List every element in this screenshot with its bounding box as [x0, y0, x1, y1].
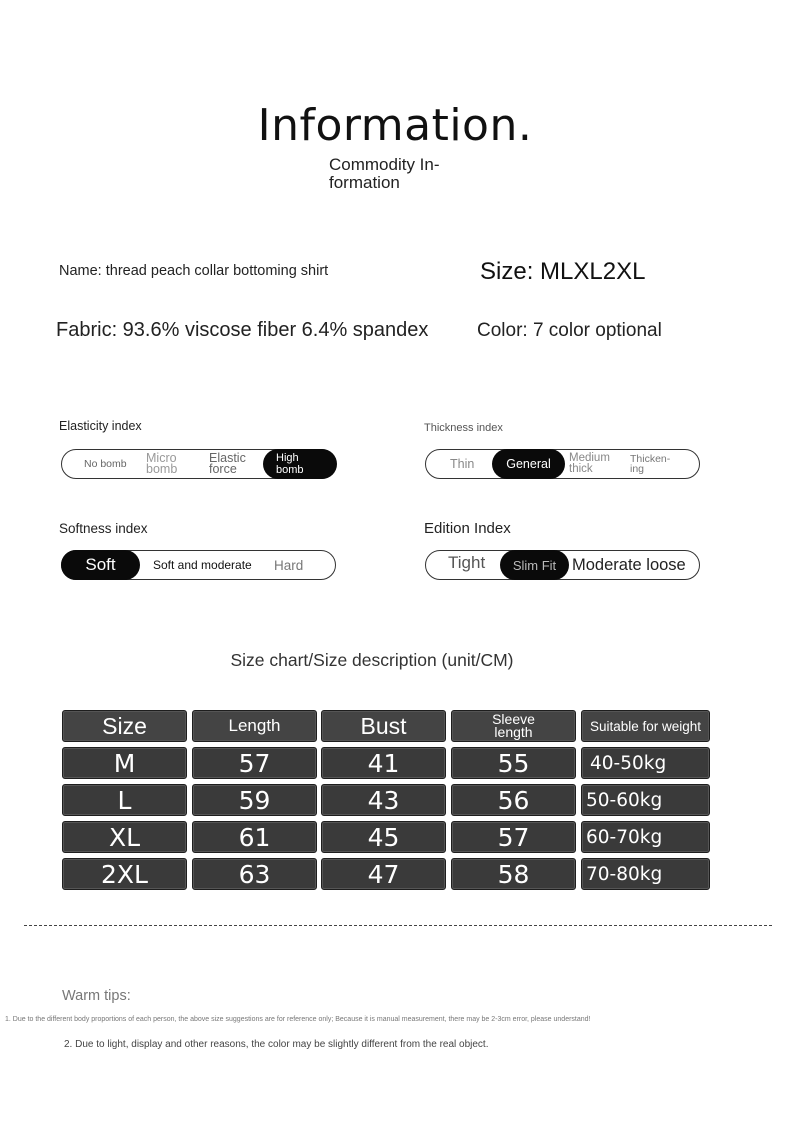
size-cell: M: [62, 747, 187, 779]
elasticity-option: Elastic force: [209, 451, 246, 476]
size-chart-header: Bust: [321, 710, 446, 742]
softness-index-scale: [61, 550, 336, 580]
softness-option: Soft and moderate: [153, 558, 252, 572]
size-chart-header: Sleeve length: [451, 710, 576, 742]
thickness-option: Thicken- ing: [630, 453, 671, 475]
elasticity-selected-label: High bomb: [276, 452, 304, 476]
elasticity-index-scale: [61, 449, 336, 479]
edition-option-selected: Slim Fit: [500, 550, 569, 580]
elasticity-option: Micro bomb: [146, 451, 178, 476]
dashed-divider: [24, 925, 772, 926]
sleeve-cell: 57: [451, 821, 576, 853]
thickness-option: Thin: [450, 457, 475, 471]
size-chart-header: Length: [192, 710, 317, 742]
product-color: Color: 7 color optional: [477, 320, 662, 341]
product-size: Size: MLXL2XL: [480, 258, 646, 285]
thickness-option-selected: General: [492, 449, 565, 479]
product-name: Name: thread peach collar bottoming shirt: [59, 263, 329, 279]
edition-option: Tight: [448, 553, 486, 572]
softness-option-selected: Soft: [61, 550, 140, 580]
size-cell: L: [62, 784, 187, 816]
thickness-index-label: Thickness index: [424, 422, 503, 434]
length-cell: 57: [192, 747, 317, 779]
size-chart-header: Suitable for weight: [581, 710, 710, 742]
bust-cell: 45: [321, 821, 446, 853]
edition-index-label: Edition Index: [424, 520, 511, 537]
warm-tip-item: 2. Due to light, display and other reasons, the color may be slightly different from the real object.: [64, 1039, 489, 1050]
edition-index-scale: [425, 550, 700, 580]
weight-cell: 70-80kg: [581, 858, 710, 890]
softness-option: Hard: [274, 557, 304, 573]
warm-tip-item: 1. Due to the different body proportions of each person, the above size suggestions are for reference only; Because it is manual measurement, there may be 2-3cm error, please understand!: [5, 1016, 591, 1023]
warm-tips-title: Warm tips:: [62, 988, 131, 1004]
size-cell: 2XL: [62, 858, 187, 890]
length-cell: 63: [192, 858, 317, 890]
length-cell: 61: [192, 821, 317, 853]
sleeve-cell: 58: [451, 858, 576, 890]
elasticity-option-selected: [263, 449, 337, 479]
sleeve-cell: 55: [451, 747, 576, 779]
bust-cell: 41: [321, 747, 446, 779]
edition-option: Moderate loose: [572, 555, 686, 574]
thickness-index-scale: [425, 449, 700, 479]
size-chart-header: Size: [62, 710, 187, 742]
bust-cell: 47: [321, 858, 446, 890]
size-cell: XL: [62, 821, 187, 853]
weight-cell: 40-50kg: [581, 747, 710, 779]
softness-index-label: Softness index: [59, 521, 148, 536]
thickness-option: Medium thick: [569, 452, 610, 475]
page-subtitle: Commodity In- formation: [329, 155, 440, 192]
bust-cell: 43: [321, 784, 446, 816]
sleeve-cell: 56: [451, 784, 576, 816]
elasticity-index-label: Elasticity index: [59, 419, 142, 433]
weight-cell: 60-70kg: [581, 821, 710, 853]
product-fabric: Fabric: 93.6% viscose fiber 6.4% spandex: [56, 319, 429, 341]
page-title: Information.: [257, 100, 533, 151]
size-chart-title: Size chart/Size description (unit/CM): [230, 650, 514, 670]
weight-cell: 50-60kg: [581, 784, 710, 816]
elasticity-option: No bomb: [84, 458, 127, 470]
length-cell: 59: [192, 784, 317, 816]
